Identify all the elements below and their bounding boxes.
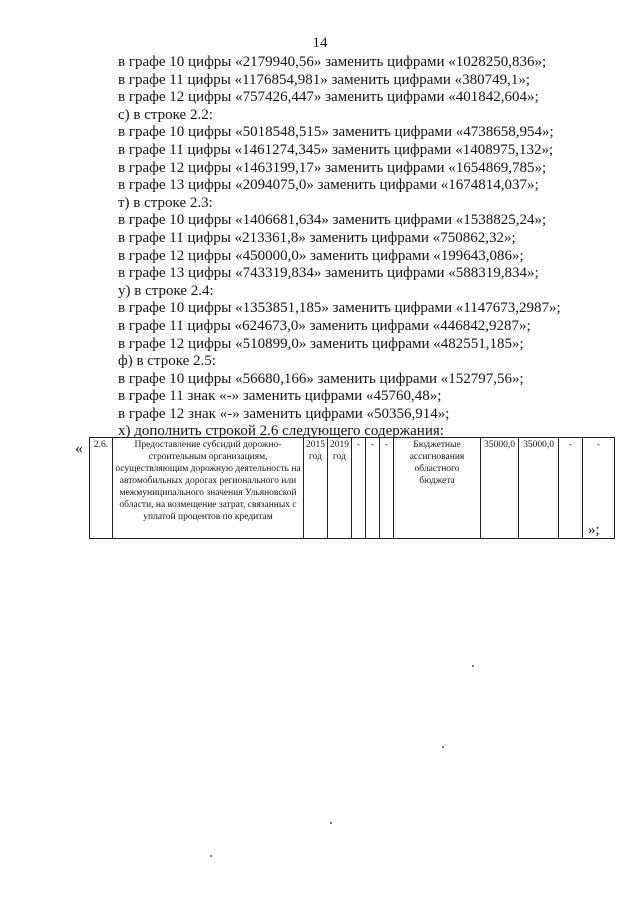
scan-speck <box>442 746 444 748</box>
text-line: в графе 10 цифры «2179940,56» заменить цифрами «1028250,836»; <box>118 54 547 70</box>
text-line: с) в строке 2.2: <box>118 106 213 123</box>
dash-cell: - <box>352 438 366 539</box>
text-line: в графе 11 цифры «1461274,345» заменить цифрами «1408975,132»; <box>118 141 554 158</box>
text-line: в графе 12 знак «-» заменить цифрами «50356,914»; <box>118 405 450 422</box>
text-line: в графе 12 цифры «450000,0» заменить цифрами «199643,086»; <box>118 247 524 264</box>
total-amount-cell: 35000,0 <box>481 438 519 539</box>
page-number: 14 <box>312 35 328 51</box>
text-line: ф) в строке 2.5: <box>118 353 216 370</box>
dash-cell: - <box>583 438 615 539</box>
text-line: в графе 11 цифры «213361,8» заменить цифрами «750862,32»; <box>118 229 516 246</box>
text-line: в графе 12 цифры «1463199,17» заменить цифрами «1654869,785»; <box>118 159 547 176</box>
funding-source-cell: Бюджетные ассигнования областного бюджета <box>394 438 481 539</box>
start-year-cell: 2015 год <box>304 438 328 539</box>
closing-quote: »; <box>588 522 600 538</box>
text-line: у) в строке 2.4: <box>118 282 214 299</box>
text-line: в графе 10 цифры «5018548,515» заменить цифрами «4738658,954»; <box>118 124 554 141</box>
row-number-cell: 2.6. <box>90 438 113 539</box>
text-line: в графе 13 цифры «743319,834» заменить цифрами «588319,834»; <box>118 265 539 282</box>
description-cell: Предоставление субсидий дорожно-строительным организациям, осуществляющим дорожную деятельность на автомобильных дорогах регионального или межмуниципального значения Ульяновской области, на возмещение затрат, связанных с уплатой процентов по кредитам <box>113 438 304 539</box>
scan-speck <box>210 855 212 857</box>
text-line: в графе 13 цифры «2094075,0» заменить цифрами «1674814,037»; <box>118 177 539 194</box>
text-line: х) дополнить строкой 2.6 следующего содержания: <box>118 423 444 440</box>
text-line: в графе 11 цифры «624673,0» заменить цифрами «446842,9287»; <box>118 317 531 334</box>
opening-quote: « <box>75 440 83 457</box>
year-amount-cell: 35000,0 <box>519 438 559 539</box>
text-line: в графе 10 цифры «1406681,634» заменить цифрами «1538825,24»; <box>118 212 547 229</box>
scan-speck <box>472 665 474 667</box>
text-line: в графе 12 цифры «510899,0» заменить цифрами «482551,185»; <box>118 335 524 352</box>
text-line: в графе 10 цифры «56680,166» заменить цифрами «152797,56»; <box>118 370 524 387</box>
text-line: т) в строке 2.3: <box>118 194 213 211</box>
text-line: в графе 11 знак «-» заменить цифрами «45760,48»; <box>118 388 442 405</box>
scan-speck <box>330 822 332 824</box>
table-row <box>90 438 615 539</box>
end-year-cell: 2019 год <box>328 438 352 539</box>
text-line: в графе 12 цифры «757426,447» заменить цифрами «401842,604»; <box>118 89 539 106</box>
text-line: в графе 11 цифры «1176854,981» заменить цифрами «380749,1»; <box>118 71 531 88</box>
text-line: в графе 10 цифры «1353851,185» заменить цифрами «1147673,2987»; <box>118 300 561 317</box>
dash-cell: - <box>380 438 394 539</box>
inserted-row-table <box>89 437 615 539</box>
dash-cell: - <box>366 438 380 539</box>
amendment-text <box>118 54 618 441</box>
dash-cell: - <box>559 438 583 539</box>
